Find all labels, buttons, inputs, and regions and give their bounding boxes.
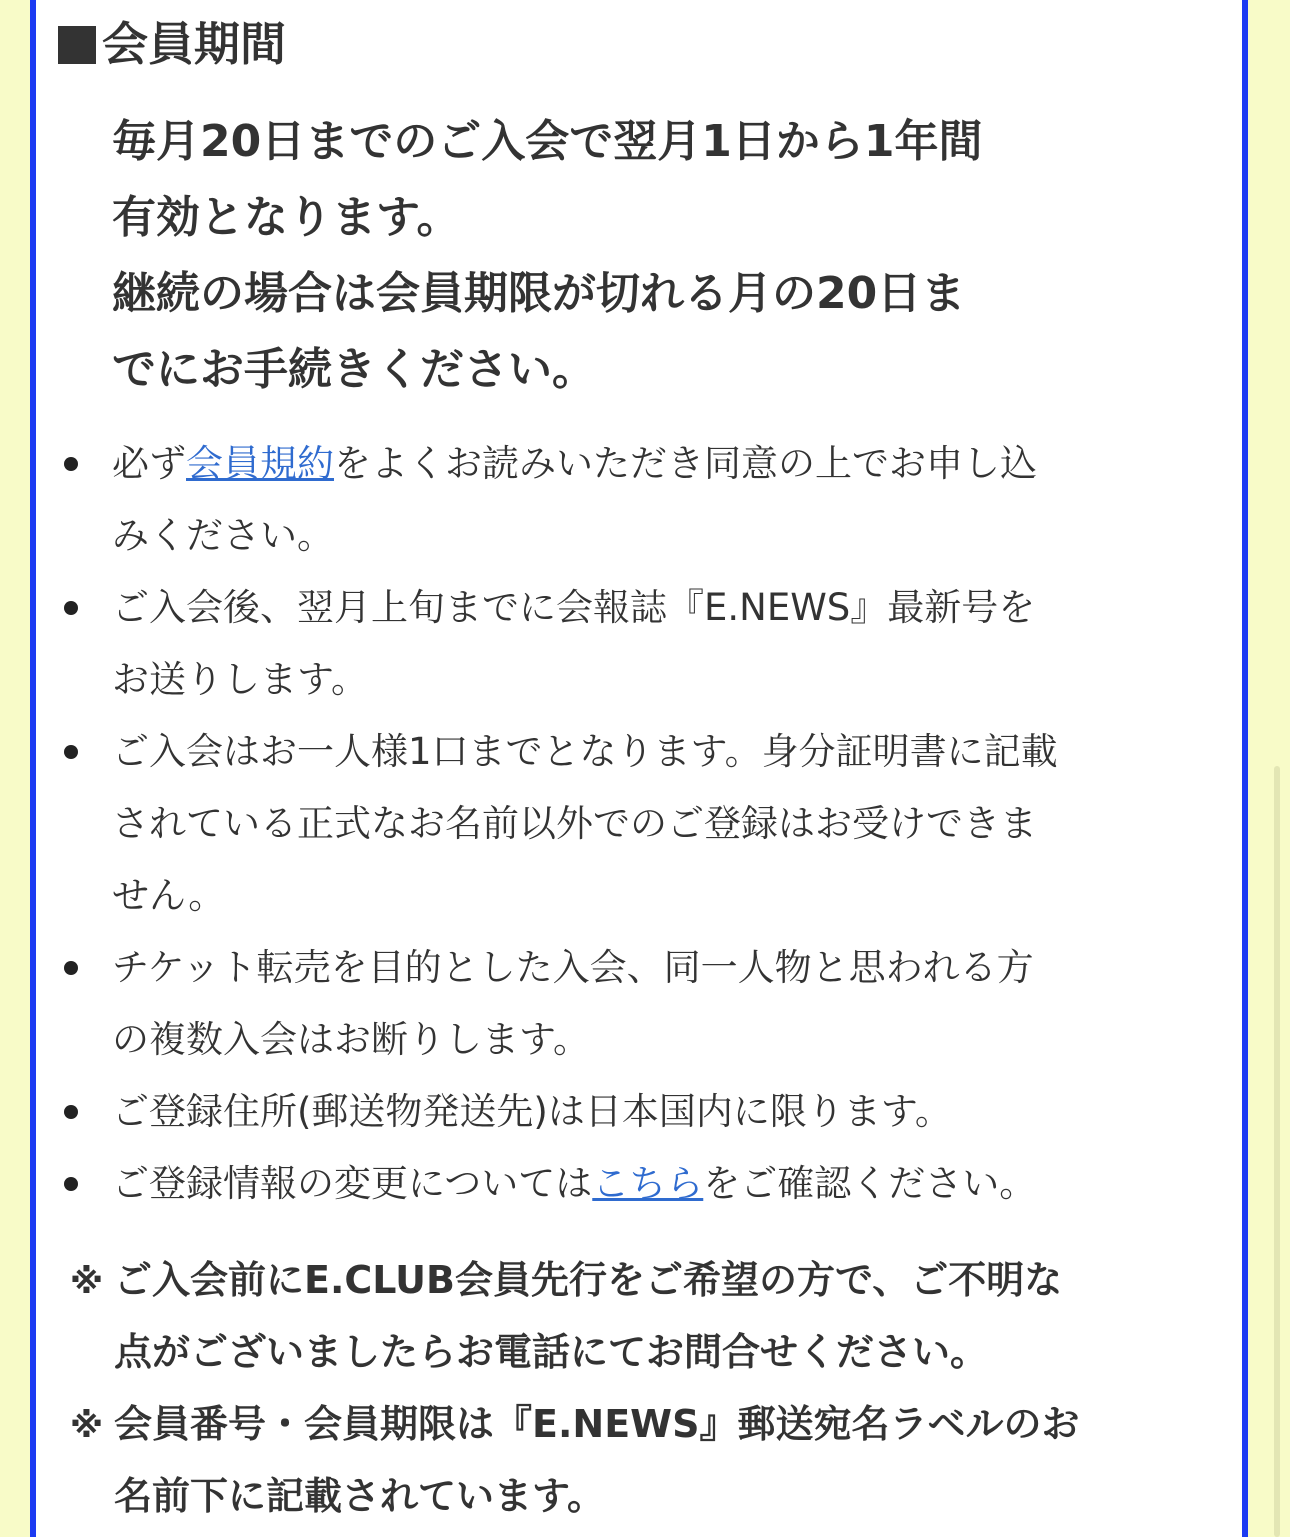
membership-terms-link[interactable]: 会員規約 <box>186 442 334 485</box>
list-item <box>112 716 1182 932</box>
list-item-line: ご入会はお一人様1口までとなります。身分証明書に記載 <box>112 730 1058 773</box>
reference-mark-icon: ※ <box>70 1262 104 1302</box>
list-item <box>112 428 1182 572</box>
summary-line: 毎月20日までのご入会で翌月1日から1年間 <box>112 116 983 167</box>
list-item-line: ご入会後、翌月上旬までに会報誌『E.NEWS』最新号を <box>112 586 1036 629</box>
bullet-dot-icon <box>64 457 78 471</box>
bullet-dot-icon <box>64 601 78 615</box>
list-item-line <box>112 428 1182 500</box>
summary-line: 継続の場合は会員期限が切れる月の20日ま <box>112 268 966 319</box>
bullet-dot-icon <box>64 961 78 975</box>
notes-section <box>70 1244 1180 1532</box>
list-item-text: 必ず <box>112 442 186 485</box>
list-item <box>112 1076 1182 1148</box>
summary-line: 有効となります。 <box>112 192 461 243</box>
black-square-icon <box>58 26 96 64</box>
list-item-line: みください。 <box>112 514 334 557</box>
note-item <box>70 1388 1180 1532</box>
note-line: 会員番号・会員期限は『E.NEWS』郵送宛名ラベルのお <box>114 1402 1080 1446</box>
list-item-line: の複数入会はお断りします。 <box>112 1018 591 1061</box>
list-item-text: をご確認ください。 <box>703 1162 1037 1205</box>
membership-period-summary <box>112 104 1172 408</box>
scrollbar[interactable] <box>1274 766 1280 1537</box>
note-line: 点がございましたらお電話にてお問合せください。 <box>114 1330 989 1374</box>
list-item-text: ご登録情報の変更については <box>112 1162 593 1205</box>
bullet-dot-icon <box>64 745 78 759</box>
list-item <box>112 1148 1182 1220</box>
list-item-line: チケット転売を目的とした入会、同一人物と思われる方 <box>112 946 1034 989</box>
list-item-line: お送りします。 <box>112 658 369 701</box>
reference-mark-icon: ※ <box>70 1406 104 1446</box>
list-item <box>112 932 1182 1076</box>
list-item-line: せん。 <box>112 874 226 917</box>
section-heading <box>58 12 286 76</box>
bullet-dot-icon <box>64 1177 78 1191</box>
list-item <box>112 572 1182 716</box>
note-line: ご入会前にE.CLUB会員先行をご希望の方で、ご不明な <box>114 1258 1063 1302</box>
section-heading-text: 会員期間 <box>102 17 286 71</box>
membership-rules-list <box>112 428 1182 1220</box>
summary-line: でにお手続きください。 <box>112 344 596 395</box>
note-line: 名前下に記載されています。 <box>114 1474 605 1518</box>
note-item <box>70 1244 1180 1388</box>
registration-change-link[interactable]: こちら <box>592 1162 704 1205</box>
list-item-line <box>112 1148 1182 1220</box>
list-item-text: をよくお読みいただき同意の上でお申し込 <box>334 442 1037 485</box>
list-item-line: ご登録住所(郵送物発送先)は日本国内に限ります。 <box>112 1090 952 1133</box>
bullet-dot-icon <box>64 1105 78 1119</box>
list-item-line: されている正式なお名前以外でのご登録はお受けできま <box>112 802 1037 845</box>
